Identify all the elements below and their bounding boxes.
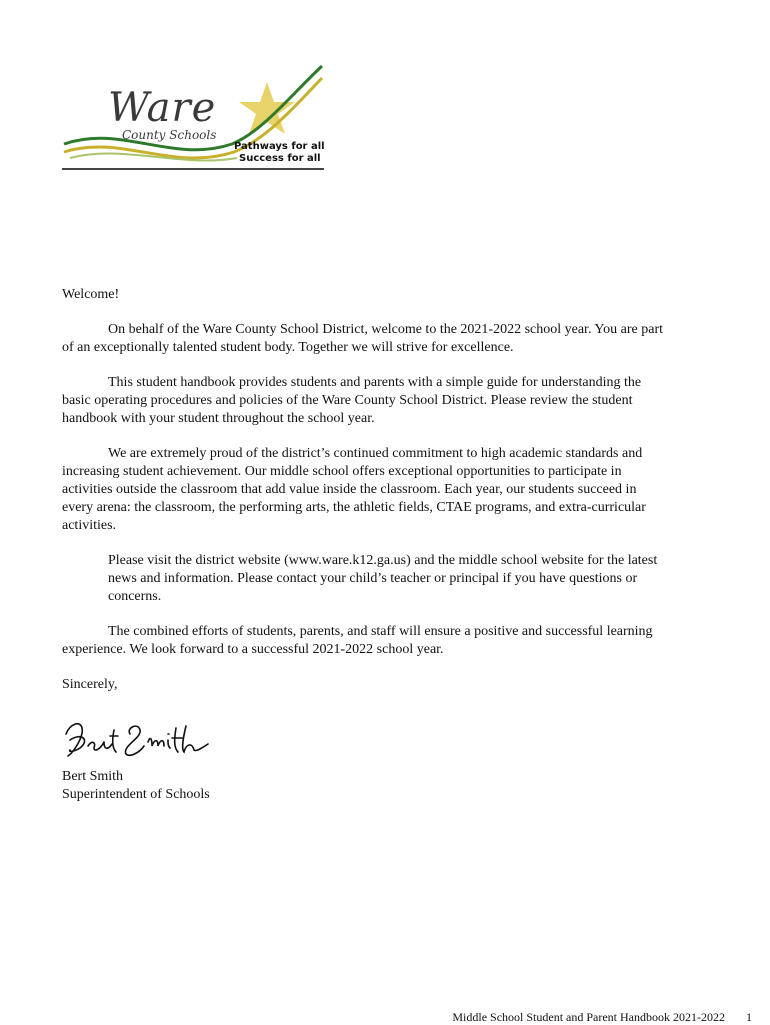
signer-name: Bert Smith (62, 769, 124, 784)
paragraph: Please visit the district website (www.ware.k12.ga.us) and the middle school website for the latest news and information. Please contact your child’s teacher or principal if you have questions or concerns. (108, 553, 658, 604)
welcome-letter (62, 286, 670, 711)
district-logo (62, 64, 324, 172)
logo-divider (62, 168, 324, 170)
signer-title: Superintendent of Schools (62, 787, 210, 802)
paragraph: The combined efforts of students, parents, and staff will ensure a positive and successful learning experience. We look forward to a successful 2021-2022 school year. (62, 624, 653, 657)
star-icon (239, 82, 295, 134)
logo-subtitle: County Schools (122, 128, 217, 142)
signer-block (62, 768, 210, 804)
logo-name: Ware (108, 85, 217, 131)
paragraph: This student handbook provides students and parents with a simple guide for understanding the basic operating procedures and policies of the Ware County School District. Please review the student handbook with your student throughout the school year. (62, 375, 642, 426)
paragraph: We are extremely proud of the district’s continued commitment to high academic standards and increasing student achievement. Our middle school offers exceptional opportunities to participate in activities outside the classroom that add value inside the classroom. Each year, our students succeed in every arena: the classroom, the performing arts, the athletic fields, CTAE programs, and extra-curricular activities. (62, 446, 646, 533)
greeting: Welcome! (62, 287, 120, 302)
closing: Sincerely, (62, 677, 118, 692)
page-footer (452, 1010, 752, 1025)
logo-tagline-2: Success for all (239, 153, 321, 164)
footer-title: Middle School Student and Parent Handbook 2021-2022 (452, 1010, 725, 1024)
paragraph: On behalf of the Ware County School District, welcome to the 2021-2022 school year. You are part of an exceptionally talented student body. Together we will strive for excellence. (62, 322, 663, 355)
logo-tagline-1: Pathways for all (234, 141, 325, 152)
page-number: 1 (746, 1010, 752, 1024)
signature (60, 712, 210, 762)
